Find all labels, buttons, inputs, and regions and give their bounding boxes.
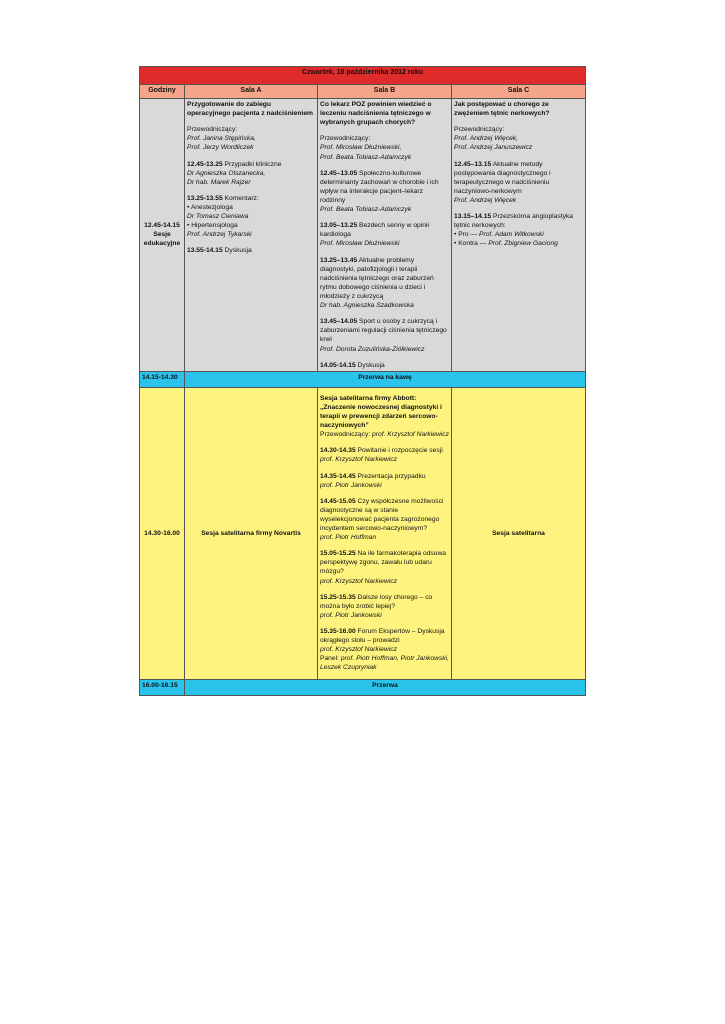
- talk-time: 14.35-14.45: [320, 472, 356, 480]
- time-range: 12.45-14.15: [144, 222, 180, 230]
- chair-person: Prof. Andrzej Więcek,: [454, 135, 518, 143]
- talk-time: 13.15–14.15: [454, 213, 492, 221]
- chair-person: Prof. Mirosław Dłużniewski,: [320, 144, 402, 152]
- session-title: Co lekarz POZ powinien wiedzieć o leczeniu nadciśnienia tętniczego w wybranych grupach chorych?: [320, 101, 432, 127]
- chair-person: Prof. Andrzej Januszewicz: [454, 144, 533, 152]
- talk: [320, 549, 449, 576]
- day-title: Czwartek, 18 października 2012 roku: [140, 67, 586, 85]
- coffee-break-row: [140, 371, 586, 387]
- chair-label: Przewodniczący:: [454, 126, 505, 134]
- speaker: prof. Piotr Jankowski: [320, 611, 382, 619]
- talk-title: Dyskusja: [355, 361, 385, 369]
- talk: [320, 446, 449, 455]
- chair-person: prof. Krzysztof Narkiewicz: [372, 431, 449, 439]
- talk: [454, 160, 583, 196]
- speaker: prof. Krzysztof Narkiewicz: [320, 456, 397, 464]
- panel-label: Panel:: [320, 655, 341, 663]
- speaker: Dr hab. Agnieszka Szadkowska: [320, 302, 414, 310]
- day-title-row: [140, 67, 586, 85]
- session-title: Jak postępować u chorego ze zwężeniem tętnic nerkowych?: [454, 101, 550, 118]
- talk-time: 14.45-15.05: [320, 497, 356, 505]
- talk-time: 12.45–13.05: [320, 169, 358, 177]
- header-sala-c: Sala C: [452, 85, 586, 99]
- talk-title: Powitanie i rozpoczęcie sesji: [355, 447, 443, 455]
- speaker: Prof. Beata Tobiasz-Adamczyk: [320, 206, 412, 214]
- chair-person: Prof. Jerzy Wordliczek: [187, 144, 254, 152]
- speaker: Prof. Andrzej Więcek: [454, 196, 517, 204]
- talk: [454, 212, 583, 230]
- speaker: Prof. Dorota Zozulińska-Ziółkiewicz: [320, 345, 425, 353]
- speaker: prof. Krzysztof Narkiewicz: [320, 577, 397, 585]
- educational-sessions-row: [140, 99, 586, 372]
- talk: [320, 169, 449, 205]
- break-row: [140, 679, 586, 695]
- time-cell-educational: [140, 99, 185, 372]
- talk-time: 13.45–14.05: [320, 318, 358, 326]
- panel-members: prof. Piotr Hoffman, Piotr Jankowski, Leszek Czupryniak: [320, 655, 449, 672]
- chair-label: Przewodniczący:: [187, 126, 238, 134]
- talk-title: Prezentacja przypadku: [355, 472, 426, 480]
- speaker: Prof. Mirosław Dłużniewski: [320, 240, 400, 248]
- sala-c-satellite: Sesja satelitarna: [452, 387, 586, 679]
- talk-title: Bezdech senny w opinii kardiologa: [320, 222, 429, 239]
- speaker: Dr hab. Marek Rajzer: [187, 178, 251, 186]
- talk-time: 12.45–13.15: [454, 160, 492, 168]
- pro-label: • Pro —: [454, 231, 480, 239]
- talk-time: 15.35-16.00: [320, 628, 356, 636]
- session-type: Sesje edukacyjne: [143, 231, 181, 248]
- sala-a-session: [185, 99, 318, 372]
- talk-title: Przypadki kliniczne: [222, 160, 282, 168]
- break-label: Przerwa: [185, 679, 586, 695]
- bullet-item: • Hipertensjologa: [187, 222, 238, 230]
- speaker: prof. Piotr Jankowski: [320, 481, 382, 489]
- bullet-item: • Anestezjologa: [187, 203, 233, 211]
- chair-label: Przewodniczący:: [320, 431, 373, 439]
- talk: [320, 317, 449, 344]
- chair: [320, 430, 449, 439]
- talk: [320, 361, 449, 370]
- talk-title: Czy współczesne możliwości diagnostyczne są w stanie wyselekcjonować pacjenta zagrożonego incydentem sercowo-naczyniowym?: [320, 497, 444, 533]
- talk-time: 13.25–13.45: [320, 256, 358, 264]
- talk: [187, 246, 315, 255]
- chair-person: Prof. Beata Tobiasz-Adamczyk: [320, 153, 412, 161]
- contra-label: • Kontra —: [454, 240, 489, 248]
- session-title: Sesja satelitarna firmy Abbott: „Znaczenie nowoczesnej diagnostyki i terapii w prewencji zdarzeń sercowo-naczyniowych”: [320, 394, 442, 430]
- talk: [320, 627, 449, 645]
- talk-time: 13.05–13.25: [320, 222, 358, 230]
- header-row: [140, 85, 586, 99]
- talk: [320, 221, 449, 239]
- talk-title: Na ile farmakoterapia odsuwa perspektywę zgonu, zawału lub udaru mózgu?: [320, 550, 447, 576]
- speaker: Prof. Zbigniew Gaciong: [488, 240, 558, 248]
- talk-time: 15.25-15.35: [320, 593, 356, 601]
- talk: [320, 472, 449, 481]
- talk-time: 13.55-14.15: [187, 247, 223, 255]
- talk-title: Sport u osoby z cukrzycą i zaburzeniami regulacji ciśnienia tętniczego krwi: [320, 318, 447, 344]
- talk-title: Dyskusja: [222, 247, 252, 255]
- talk-time: 15.05-15.25: [320, 550, 356, 558]
- speaker: Prof. Adam Witkowski: [479, 231, 544, 239]
- sala-b-session: [318, 99, 452, 372]
- chair-person: Prof. Janina Stępińska,: [187, 135, 256, 143]
- talk: [320, 593, 449, 611]
- talk-title: Społeczno-kulturowe determinanty zachowań w chorobie i ich wpływ na interakcje pacjent–lekarz rodzinny: [320, 169, 439, 204]
- panel: [320, 654, 449, 672]
- speaker: prof. Piotr Hoffman: [320, 534, 377, 542]
- speaker: Dr Agnieszka Olszanecka,: [187, 169, 266, 177]
- talk: [187, 160, 315, 169]
- sala-c-session: [452, 99, 586, 372]
- header-sala-a: Sala A: [185, 85, 318, 99]
- talk: [320, 256, 449, 302]
- satellite-sessions-row: [140, 387, 586, 679]
- talk-title: Przezskórna angioplastyka tętnic nerkowych:: [454, 213, 573, 230]
- talk-time: 13.25-13.55: [187, 194, 223, 202]
- bullet-item: [454, 230, 583, 239]
- schedule-table: [139, 66, 586, 696]
- talk: [187, 194, 315, 203]
- header-godziny: Godziny: [140, 85, 185, 99]
- speaker: Prof. Andrzej Tykarski: [187, 231, 252, 239]
- header-sala-b: Sala B: [318, 85, 452, 99]
- talk-time: 14.30-14.35: [320, 447, 356, 455]
- speaker: prof. Krzysztof Narkiewicz: [320, 646, 397, 654]
- talk-time: 14.05-14.15: [320, 361, 356, 369]
- break-time: 14.15-14.30: [140, 371, 185, 387]
- session-title: Przygotowanie do zabiegu operacyjnego pacjenta z nadciśnieniem: [187, 101, 313, 118]
- speaker: Dr Tomasz Cieniawa: [187, 213, 249, 221]
- talk-title: Forum Ekspertów – Dyskusja okrągłego stołu – prowadzi: [320, 628, 445, 645]
- chair-label: Przewodniczący:: [320, 135, 371, 143]
- talk-title: Aktualne problemy diagnostyki, patofizjologii i terapii nadciśnienia tętniczego oraz zaburzeń rytmu dobowego ciśnienia u dzieci i młodzieży z cukrzycą: [320, 256, 434, 300]
- sala-a-satellite: Sesja satelitarna firmy Novartis: [185, 387, 318, 679]
- time-cell-satellite: 14.30-16.00: [140, 387, 185, 679]
- break-label: Przerwa na kawę: [185, 371, 586, 387]
- talk-title: Dalsze losy chorego – co można było zrobić lepiej?: [320, 593, 433, 610]
- bullet-item: [454, 239, 583, 248]
- talk-title: Aktualne metody postępowania diagnostycznego i terapeutycznego w nadciśnieniu naczyniowo-nerkowym: [454, 160, 551, 195]
- talk-title: Komentarz:: [222, 194, 259, 202]
- break-time: 16.00-16.15: [140, 679, 185, 695]
- sala-b-satellite: [318, 387, 452, 679]
- talk: [320, 497, 449, 533]
- talk-time: 12.45-13.25: [187, 160, 223, 168]
